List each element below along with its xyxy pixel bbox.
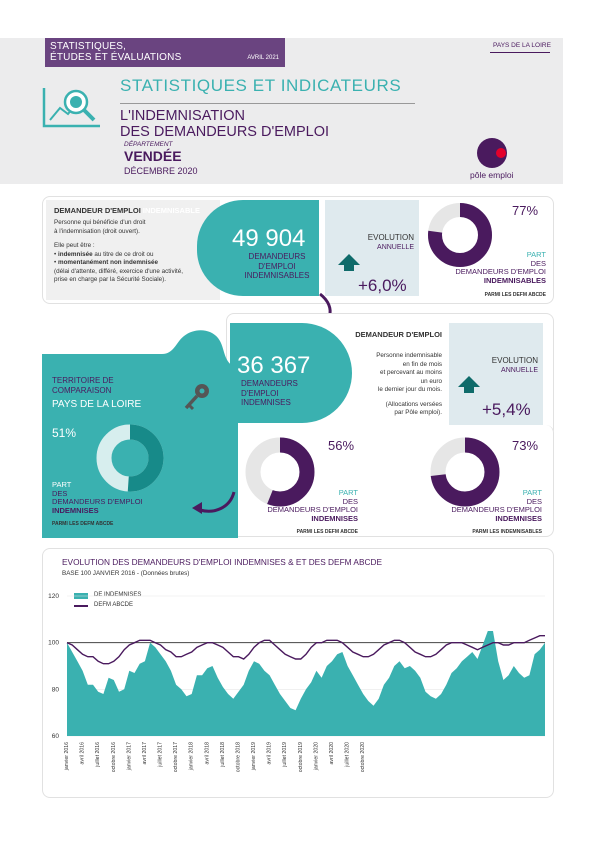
logo-text: pôle emploi [470, 170, 514, 180]
x-tick-label: octobre 2017 [173, 742, 180, 773]
share-pct: 77% [512, 203, 539, 218]
arrow-up-icon [458, 376, 480, 393]
x-tick-label: juillet 2017 [157, 742, 164, 767]
evolution-title: EVOLUTION ANNUELLE [491, 356, 538, 374]
share-label: PART DES DEMANDEURS D'EMPLOI INDEMNISES [451, 488, 542, 523]
x-tick-label: avril 2017 [141, 742, 148, 765]
definition-title: DEMANDEUR D'EMPLOI INDEMNISABLE [54, 206, 200, 215]
x-tick-label: octobre 2019 [297, 742, 304, 773]
kpi-value: 49 904 [232, 225, 306, 252]
x-tick-label: avril 2018 [204, 742, 211, 765]
kpi-label: DEMANDEURS D'EMPLOI INDEMNISES [241, 379, 298, 407]
legend-label: DEFM ABCDE [94, 602, 134, 608]
share-pct: 73% [512, 438, 539, 453]
x-tick-label: juillet 2016 [95, 742, 102, 767]
y-tick-label: 100 [48, 639, 59, 647]
definition-text: Personne indemnisable en fin de mois et percevant au moins un euro le dernier jour du mois. (Allocations versées par Pôle emploi). [376, 352, 442, 416]
evolution-chart [42, 585, 554, 793]
comparison-pct: 51% [52, 426, 77, 440]
definition-title: DEMANDEUR D'EMPLOI INDEMNISÉ [355, 330, 442, 348]
department-name: VENDÉE [124, 148, 182, 164]
share-pct: 56% [328, 438, 355, 453]
kpi-label: DEMANDEURS D'EMPLOI INDEMNISABLES [244, 252, 310, 280]
comparison-label: PART DES DEMANDEURS D'EMPLOI INDEMNISES [52, 480, 143, 515]
section-title: STATISTIQUES ET INDICATEURS [120, 76, 402, 95]
kpi-value: 36 367 [237, 352, 311, 379]
x-tick-label: avril 2016 [79, 742, 86, 765]
chart-title: EVOLUTION DES DEMANDEURS D'EMPLOI INDEMNISES & ET DES DEFM ABCDE [62, 557, 382, 567]
evolution-value: +5,4% [482, 400, 531, 419]
x-tick-label: janvier 2016 [64, 742, 70, 771]
department-label: DÉPARTEMENT [124, 141, 173, 148]
chart-subtitle: BASE 100 JANVIER 2016 - (Données brutes) [62, 570, 190, 577]
divider [120, 103, 415, 104]
x-tick-label: avril 2020 [328, 742, 335, 765]
x-tick-label: janvier 2020 [313, 742, 320, 771]
x-tick-label: juillet 2020 [344, 742, 351, 767]
legend-label: DE INDEMNISES [94, 592, 142, 598]
period: DÉCEMBRE 2020 [124, 166, 198, 176]
comparison-territory: PAYS DE LA LOIRE [52, 399, 142, 410]
series-area-de-indemnises [67, 631, 545, 736]
region-label: PAYS DE LA LOIRE [493, 42, 551, 49]
comparison-title: TERRITOIRE DE COMPARAISON [52, 376, 114, 395]
share-label: PART DES DEMANDEURS D'EMPLOI INDEMNISABLES [455, 250, 546, 285]
arrow-up-icon [338, 254, 360, 271]
publisher-name: STATISTIQUES, ÉTUDES ET ÉVALUATIONS [50, 41, 182, 63]
share-base: PARMI LES INDEMNISABLES [472, 529, 542, 535]
x-tick-label: juillet 2018 [219, 742, 226, 767]
page-title: L'INDEMNISATION DES DEMANDEURS D'EMPLOI [120, 108, 330, 140]
definition-text: Personne qui bénéficie d'un droit à l'indemnisation (droit ouvert). Elle peut être : • indemnisée au titre de ce droit ou • momentanément non indemnisée (délai d'attente, différé, exercice d'une activité, prise en charge par la Sécurité Sociale). [54, 219, 184, 283]
x-tick-label: janvier 2018 [188, 742, 195, 771]
magnifier-chart-icon [42, 84, 104, 130]
connector-arrow [190, 488, 238, 518]
publication-date: AVRIL 2021 [247, 55, 279, 61]
y-tick-label: 120 [48, 593, 59, 600]
evolution-title: EVOLUTION ANNUELLE [367, 233, 414, 251]
share-label: PART DES DEMANDEURS D'EMPLOI INDEMNISES [267, 488, 358, 523]
divider [490, 52, 550, 53]
y-tick-label: 80 [51, 686, 59, 694]
x-tick-label: janvier 2017 [126, 742, 133, 771]
evolution-value: +6,0% [358, 276, 407, 295]
logo-dot [496, 148, 506, 158]
y-tick-label: 60 [51, 733, 59, 740]
x-tick-label: juillet 2019 [282, 742, 289, 767]
share-base: PARMI LES DEFM ABCDE [484, 292, 546, 298]
x-tick-label: octobre 2016 [110, 742, 117, 773]
x-tick-label: octobre 2018 [235, 742, 242, 773]
comparison-base: PARMI LES DEFM ABCDE [52, 521, 114, 527]
x-tick-label: avril 2019 [266, 742, 273, 765]
key-icon [182, 382, 212, 412]
publisher-box [45, 38, 285, 67]
share-base: PARMI LES DEFM ABCDE [296, 529, 358, 535]
x-tick-label: janvier 2019 [251, 742, 258, 771]
x-tick-label: octobre 2020 [360, 742, 367, 773]
